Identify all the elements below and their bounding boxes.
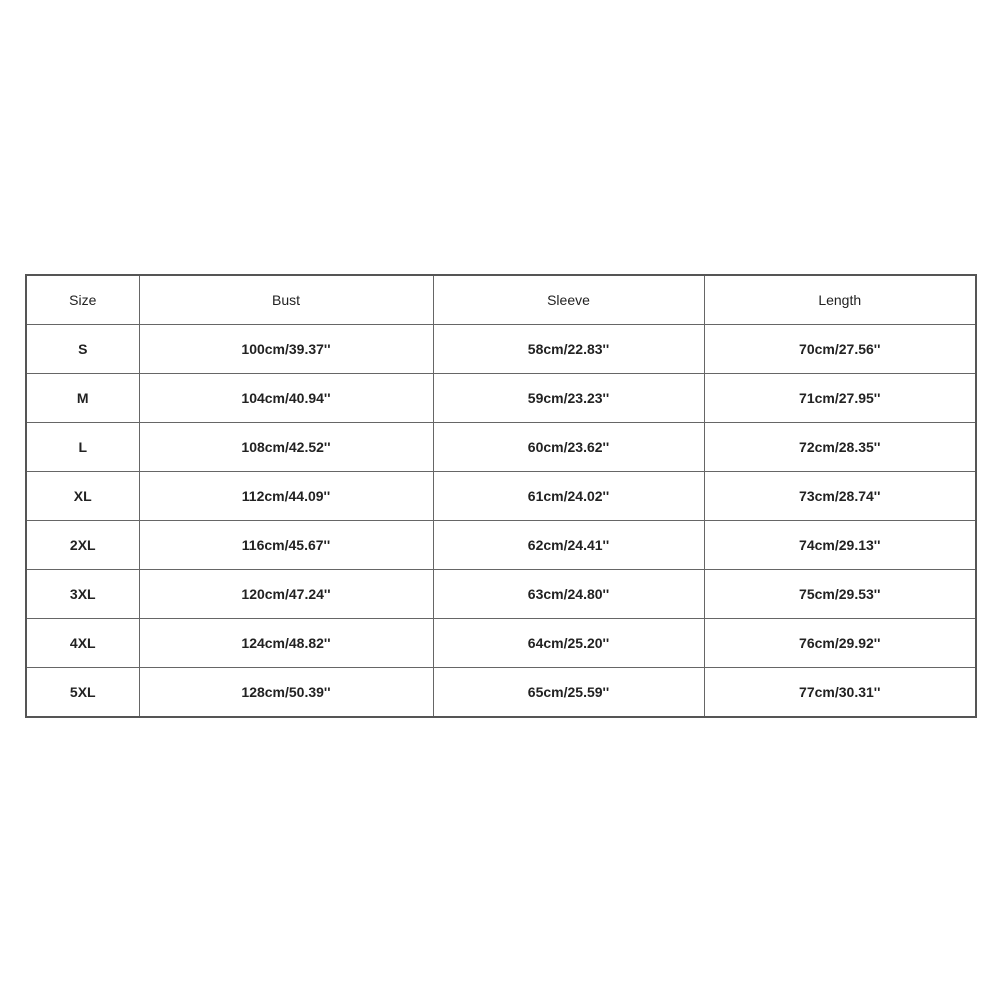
cell-bust: 124cm/48.82''	[139, 619, 433, 668]
cell-sleeve: 59cm/23.23''	[433, 374, 704, 423]
cell-length: 76cm/29.92''	[704, 619, 976, 668]
cell-bust: 128cm/50.39''	[139, 668, 433, 718]
cell-size: XL	[26, 472, 139, 521]
header-size: Size	[26, 275, 139, 325]
header-length: Length	[704, 275, 976, 325]
header-bust: Bust	[139, 275, 433, 325]
cell-size: 4XL	[26, 619, 139, 668]
cell-sleeve: 62cm/24.41''	[433, 521, 704, 570]
cell-sleeve: 65cm/25.59''	[433, 668, 704, 718]
cell-sleeve: 61cm/24.02''	[433, 472, 704, 521]
cell-size: 2XL	[26, 521, 139, 570]
cell-size: S	[26, 325, 139, 374]
cell-sleeve: 58cm/22.83''	[433, 325, 704, 374]
cell-sleeve: 64cm/25.20''	[433, 619, 704, 668]
cell-size: M	[26, 374, 139, 423]
cell-size: 3XL	[26, 570, 139, 619]
size-chart-body	[26, 325, 976, 718]
table-row	[26, 374, 976, 423]
header-row	[26, 275, 976, 325]
cell-size: L	[26, 423, 139, 472]
table-row	[26, 570, 976, 619]
cell-bust: 104cm/40.94''	[139, 374, 433, 423]
header-sleeve: Sleeve	[433, 275, 704, 325]
cell-bust: 100cm/39.37''	[139, 325, 433, 374]
size-chart-header	[26, 275, 976, 325]
size-chart-table	[25, 274, 977, 718]
cell-length: 72cm/28.35''	[704, 423, 976, 472]
cell-bust: 116cm/45.67''	[139, 521, 433, 570]
cell-bust: 112cm/44.09''	[139, 472, 433, 521]
cell-length: 77cm/30.31''	[704, 668, 976, 718]
cell-sleeve: 60cm/23.62''	[433, 423, 704, 472]
table-row	[26, 325, 976, 374]
table-row	[26, 619, 976, 668]
cell-bust: 108cm/42.52''	[139, 423, 433, 472]
table-row	[26, 472, 976, 521]
cell-length: 74cm/29.13''	[704, 521, 976, 570]
cell-length: 70cm/27.56''	[704, 325, 976, 374]
cell-size: 5XL	[26, 668, 139, 718]
cell-length: 73cm/28.74''	[704, 472, 976, 521]
table-row	[26, 521, 976, 570]
cell-bust: 120cm/47.24''	[139, 570, 433, 619]
table-row	[26, 423, 976, 472]
cell-length: 75cm/29.53''	[704, 570, 976, 619]
cell-sleeve: 63cm/24.80''	[433, 570, 704, 619]
table-row	[26, 668, 976, 718]
cell-length: 71cm/27.95''	[704, 374, 976, 423]
